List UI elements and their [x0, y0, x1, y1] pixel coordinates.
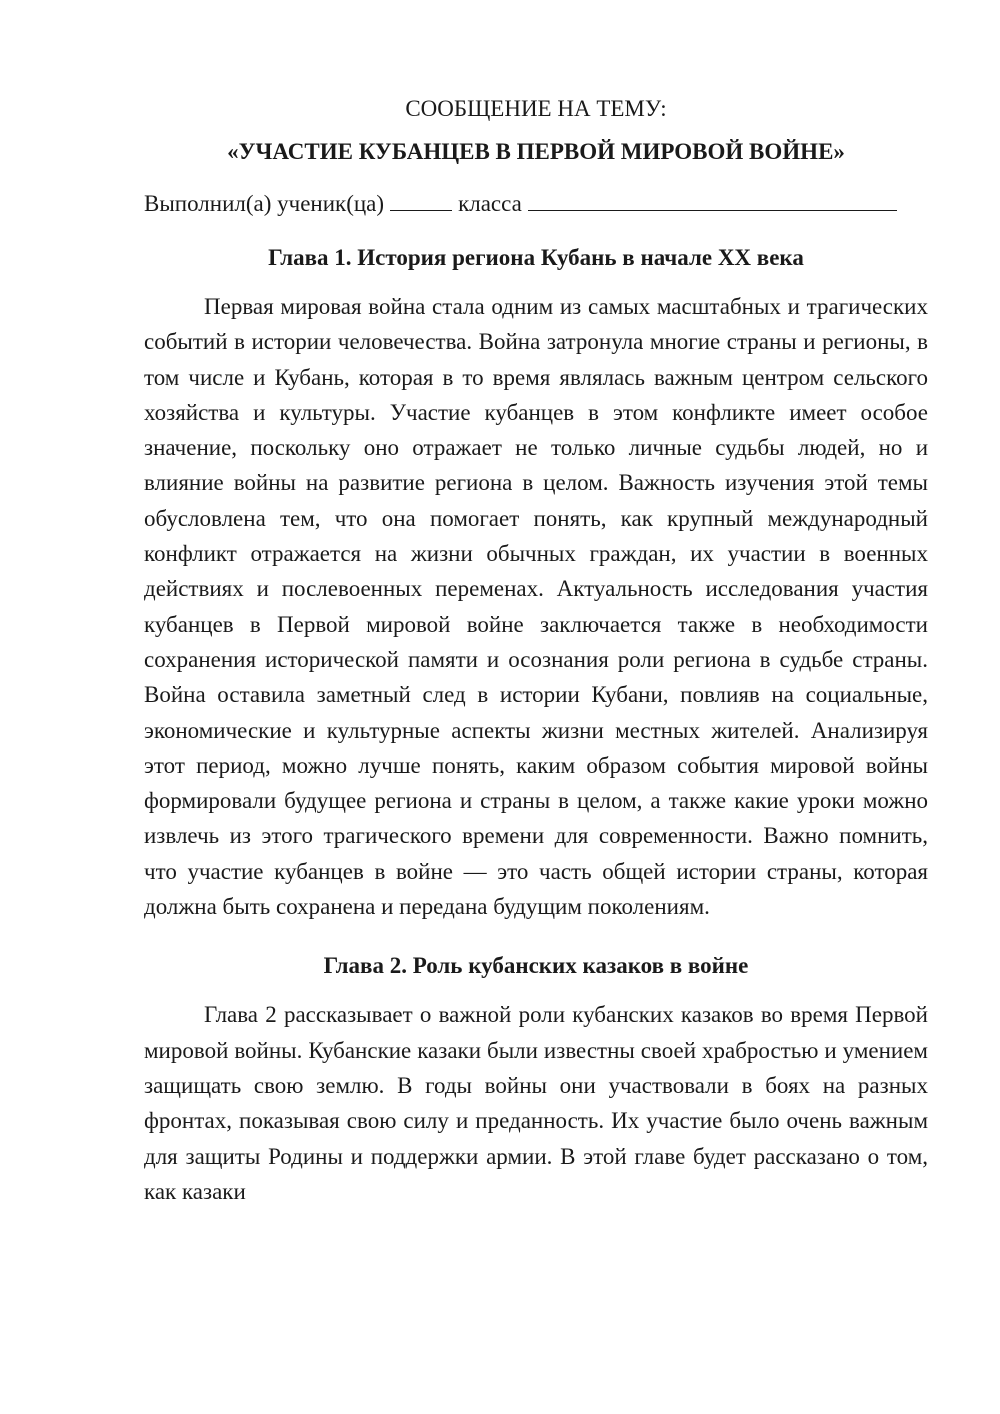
document-title-line-1: СООБЩЕНИЕ НА ТЕМУ:	[405, 96, 667, 121]
document-title-line-2: «УЧАСТИЕ КУБАНЦЕВ В ПЕРВОЙ МИРОВОЙ ВОЙНЕ»	[227, 139, 845, 164]
student-name-blank	[528, 188, 897, 211]
chapter-1-paragraph: Первая мировая война стала одним из самых масштабных и трагических событий в истории человечества. Война затронула многие страны и регионы, в том числе и Кубань, которая в то время являлась важным центром сельского хозяйства и культуры. Участие кубанцев в этом конфликте имеет особое значение, поскольку оно отражает не только личные судьбы людей, но и влияние войны на развитие региона в целом. Важность изучения этой темы обусловлена тем, что она помогает понять, как крупный международный конфликт отражается на жизни обычных граждан, их участии в военных действиях и послевоенных переменах. Актуальность исследования участия кубанцев в Первой мировой войне заключается также в необходимости сохранения исторической памяти и осознания роли региона в судьбе страны. Война оставила заметный след в истории Кубани, повлияв на социальные, экономические и культурные аспекты жизни местных жителей. Анализируя этот период, можно лучше понять, каким образом события мировой войны формировали будущее региона и страны в целом, а также какие уроки можно извлечь из этого трагического времени для современности. Важно помнить, что участие кубанцев в войне — это часть общей истории страны, которая должна быть сохранена и передана будущим поколениям.	[144, 294, 928, 920]
author-prefix: Выполнил(а) ученик(ца)	[144, 191, 385, 216]
class-label: класса	[458, 191, 522, 216]
author-line	[144, 187, 928, 221]
class-number-blank	[390, 188, 452, 211]
chapter-1-heading: Глава 1. История региона Кубань в начале XX века	[268, 245, 804, 270]
chapter-2-paragraph: Глава 2 рассказывает о важной роли кубанских казаков во время Первой мировой войны. Кубанские казаки были известны своей храбростью и умением защищать свою землю. В годы войны они участвовали в боях на разных фронтах, показывая свою силу и преданность. Их участие было очень важным для защиты Родины и поддержки армии. В этой главе будет рассказано о том, как казаки	[144, 1002, 928, 1204]
document-page	[144, 92, 928, 1234]
chapter-2-heading: Глава 2. Роль кубанских казаков в войне	[323, 953, 749, 979]
